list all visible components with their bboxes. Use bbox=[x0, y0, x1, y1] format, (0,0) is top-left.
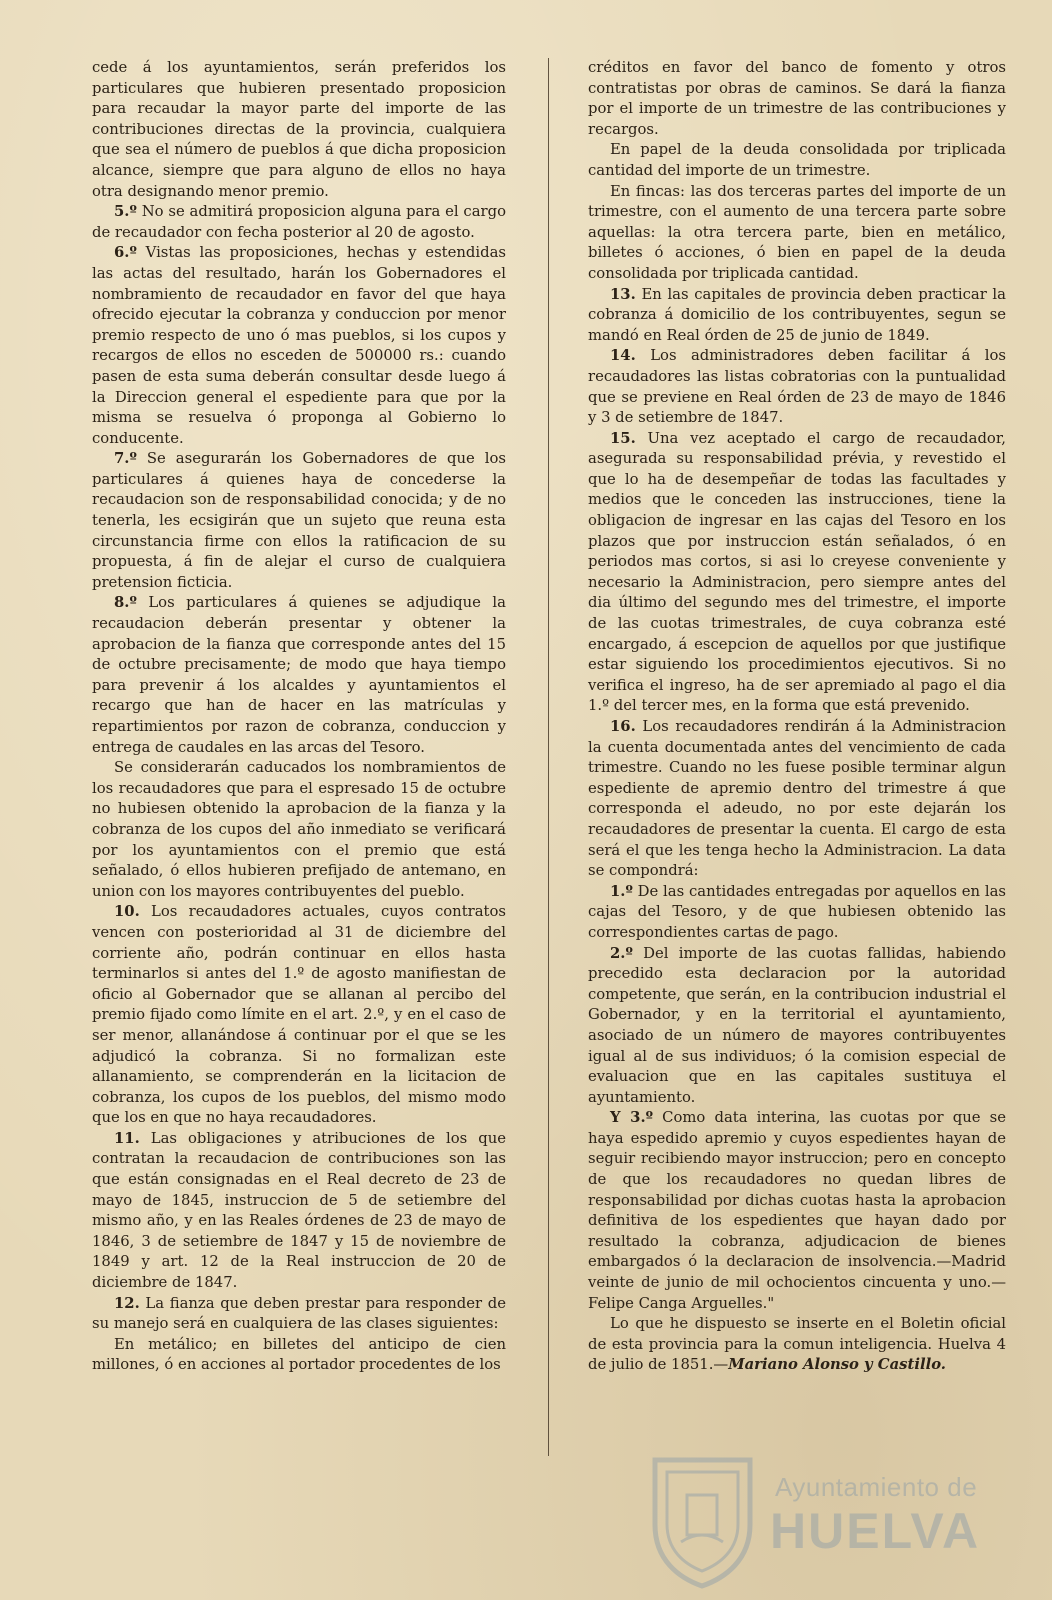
signature: Mariano Alonso y Castillo. bbox=[728, 1356, 946, 1374]
article-11: 11. Las obligaciones y atribuciones de los que contratan la recaudacion de contribuciones son las que están consignadas en el Real decreto de 23 de mayo de 1845, instruccion de 5 de setiembre del mismo año, y en las Reales órdenes de 23 de mayo de 1846, 3 de setiembre de 1847 y 15 de noviembre de 1849 y art. 12 de la Real instruccion de 20 de diciembre de 1847. bbox=[92, 1129, 506, 1292]
right-column bbox=[588, 58, 1006, 1376]
column-divider bbox=[548, 58, 549, 1456]
paragraph: En papel de la deuda consolidada por triplicada cantidad del importe de un trimestre. bbox=[588, 141, 1006, 179]
data-item-1: 1.º De las cantidades entregadas por aquellos en las cajas del Tesoro, y de que hubiesen obtenido las correspondientes cartas de pago. bbox=[588, 882, 1006, 941]
left-column bbox=[92, 58, 506, 1376]
article-14: 14. Los administradores deben facilitar á los recaudadores las listas cobratorias con la puntualidad que se previene en Real órden de 23 de mayo de 1846 y 3 de setiembre de 1847. bbox=[588, 347, 1006, 427]
watermark-line1: Ayuntamiento de bbox=[775, 1472, 978, 1502]
article-15: 15. Una vez aceptado el cargo de recaudador, asegurada su responsabilidad prévia, y revestido el que lo ha de desempeñar de todas las facultades y medios que le conceden las instrucciones, tiene la obligacion de ingresar en las cajas del Tesoro en los plazos que por instruccion están señalados, ó en periodos mas cortos, si asi lo creyese conveniente y necesario la Administracion, pero siempre antes del dia último del segundo mes del trimestre, el importe de las cuotas trimestrales, de cuya cobranza esté encargado, á escepcion de aquellos por que justifique estar siguiendo los procedimientos ejecutivos. Si no verifica el ingreso, ha de ser apremiado al pago el dia 1.º del tercer mes, en la forma que está prevenido. bbox=[588, 429, 1006, 715]
closing-paragraph: Lo que he dispuesto se inserte en el Boletin oficial de esta provincia para la comun inteligencia. Huelva 4 de julio de 1851.—Mariano Alonso y Castillo. bbox=[588, 1315, 1006, 1374]
watermark-line2: HUELVA bbox=[770, 1503, 981, 1559]
watermark bbox=[645, 1450, 981, 1590]
article-7: 7.º Se asegurarán los Gobernadores de que los particulares á quienes haya de concederse la recaudacion son de responsabilidad conocida; y de no tenerla, les ecsigirán que un sujeto que reuna esta circunstancia firme con ellos la ratificacion de su propuesta, á fin de alejar el curso de cualquiera pretension ficticia. bbox=[92, 450, 506, 591]
article-13: 13. En las capitales de provincia deben practicar la cobranza á domicilio de los contribuyentes, segun se mandó en Real órden de 25 de junio de 1849. bbox=[588, 285, 1006, 344]
paragraph: Se considerarán caducados los nombramientos de los recaudadores que para el espresado 15 de octubre no hubiesen obtenido la aprobacion de la fianza y la cobranza de los cupos del año inmediato se verificará por los ayuntamientos con el premio que está señalado, ó ellos hubieren prefijado de antemano, en union con los mayores contribuyentes del pueblo. bbox=[92, 759, 506, 900]
article-6: 6.º Vistas las proposiciones, hechas y estendidas las actas del resultado, harán los Gobernadores el nombramiento de recaudador en favor del que haya ofrecido ejecutar la cobranza y conduccion por menor premio respecto de uno ó mas pueblos, si los cupos y recargos de ellos no esceden de 500000 rs.: cuando pasen de esta suma deberán consultar desde luego á la Direccion general el espediente para que por la misma se resuelva ó proponga al Gobierno lo conducente. bbox=[92, 244, 506, 447]
coat-of-arms-icon bbox=[645, 1450, 760, 1590]
data-item-3: Y 3.º Como data interina, las cuotas por que se haya espedido apremio y cuyos espedientes hayan de seguir recibiendo mayor instruccion; pero en concepto de que los recaudadores no quedan libres de responsabilidad por dichas cuotas hasta la aprobacion definitiva de los espedientes que hayan dado por resultado la cobranza, adjudicacion de bienes embargados ó la declaracion de insolvencia.—Madrid veinte de junio de mil ochocientos cincuenta y uno.—Felipe Canga Arguelles." bbox=[588, 1109, 1006, 1312]
paragraph: En metálico; en billetes del anticipo de cien millones, ó en acciones al portador procedentes de los bbox=[92, 1335, 506, 1374]
article-12: 12. La fianza que deben prestar para responder de su manejo será en cualquiera de las clases siguientes: bbox=[92, 1294, 506, 1333]
article-16: 16. Los recaudadores rendirán á la Administracion la cuenta documentada antes del vencimiento de cada trimestre. Cuando no les fuese posible terminar algun espediente de apremio dentro del trimestre á que corresponda el adeudo, no por este dejarán los recaudadores de presentar la cuenta. El cargo de esta será el que les tenga hecho la Administracion. La data se compondrá: bbox=[588, 718, 1006, 880]
paragraph: créditos en favor del banco de fomento y otros contratistas por obras de caminos. Se dará la fianza por el importe de un trimestre de las contribuciones y recargos. bbox=[588, 59, 1006, 138]
article-5: 5.º No se admitirá proposicion alguna para el cargo de recaudador con fecha posterior al 20 de agosto. bbox=[92, 203, 506, 241]
article-10: 10. Los recaudadores actuales, cuyos contratos vencen con posterioridad al 31 de diciembre del corriente año, podrán continuar en ellos hasta terminarlos si antes del 1.º de agosto manifiestan de oficio al Gobernador que se allanan al percibo del premio fijado como límite en el art. 2.º, y en el caso de ser menor, allanándose á continuar por el que se les adjudicó la cobranza. Si no formalizan este allanamiento, se comprenderán en la licitacion de cobranza, los cupos de los pueblos, del mismo modo que los en que no haya recaudadores. bbox=[92, 903, 506, 1127]
paragraph: En fincas: las dos terceras partes del importe de un trimestre, con el aumento de una tercera parte sobre aquellas: la otra tercera parte, bien en metálico, billetes ó acciones, ó bien en papel de la deuda consolidada por triplicada cantidad. bbox=[588, 182, 1006, 282]
article-8: 8.º Los particulares á quienes se adjudique la recaudacion deberán presentar y obtener la aprobacion de la fianza que corresponde antes del 15 de octubre precisamente; de modo que haya tiempo para prevenir á los alcaldes y ayuntamientos el recargo que han de hacer en las matrículas y repartimientos por razon de cobranza, conduccion y entrega de caudales en las arcas del Tesoro. bbox=[92, 594, 506, 756]
data-item-2: 2.º Del importe de las cuotas fallidas, habiendo precedido esta declaracion por la autoridad competente, que serán, en la contribucion industrial el Gobernador, y en la territorial el ayuntamiento, asociado de un número de mayores contribuyentes igual al de sus individuos; ó la comision especial de evaluacion que en las capitales sustituya el ayuntamiento. bbox=[588, 944, 1006, 1106]
paragraph: cede á los ayuntamientos, serán preferidos los particulares que hubieren presentado proposicion para recaudar la mayor parte del importe de las contribuciones directas de la provincia, cualquiera que sea el número de pueblos á que dicha proposicion alcance, siempre que para alguno de ellos no haya otra designando menor premio. bbox=[92, 59, 506, 200]
